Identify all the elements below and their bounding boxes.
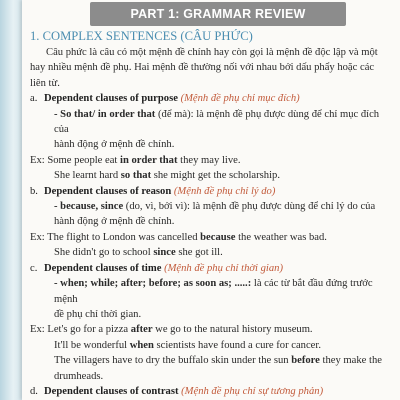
example-keyword: before [291,355,320,367]
subsection-title-vn: (Mệnh đề phụ chỉ sự tương phản) [181,385,324,397]
example-keyword: since [153,247,176,259]
definition-text: là các từ bắt đầu đứng trước mệnh [54,278,373,305]
example-purpose-1 [30,153,392,168]
definition-keyword: - So that/ in order that [54,108,156,120]
example-reason-2 [30,245,392,260]
example-time-3-cont: drumheads. [54,370,104,382]
example-text: they may live. [177,154,241,166]
example-label: Ex: [30,231,45,243]
intro-line-3: liên từ. [30,77,60,89]
subsection-title: Dependent clauses of contrast [44,385,179,397]
definition-purpose-cont: hành động ở mệnh đề chính. [54,139,175,151]
subsection-marker: b. [30,185,38,197]
example-text: Let's go for a pizza [44,324,131,336]
subsection-title-vn: (Mệnh đề phụ chỉ mục đích) [180,93,300,105]
example-label: Ex: [30,154,45,166]
example-text: we go to the natural history museum. [152,324,313,336]
definition-reason [30,199,392,214]
subsection-title: Dependent clauses of reason [44,185,172,197]
example-text: the weather was bad. [235,231,327,243]
subsection-title: Dependent clauses of purpose [44,93,178,105]
definition-keyword: - when; while; after; before; as soon as; .....: [54,278,252,290]
example-purpose-2 [30,168,392,183]
example-text: She learnt hard [54,170,121,182]
example-text: she got ill. [175,247,223,259]
example-text: scientists have found a cure for cancer. [153,339,321,351]
example-keyword: in order that [120,154,178,166]
definition-keyword: - because, since [54,201,124,213]
subsection-title-vn: (Mệnh đề phụ chỉ lý do) [173,185,276,197]
example-keyword: after [130,324,153,336]
example-text: they make the [319,355,382,367]
example-text: The villagers have to dry the buffalo skin under the sun [54,355,292,367]
subsection-contrast [30,384,392,399]
section-title: 1. COMPLEX SENTENCES (CÂU PHỨC) [30,29,253,43]
example-text: She didn't go to school [54,247,154,259]
subsection-marker: c. [30,262,38,274]
example-text: The flight to London was cancelled [44,231,201,243]
subsection-reason [30,184,392,199]
book-binding [0,0,22,400]
example-text: It'll be wonderful [54,339,130,351]
example-time-2 [30,338,392,353]
subsection-title: Dependent clauses of time [44,262,162,274]
definition-reason-cont: hành động ở mệnh đề chính. [54,216,175,228]
definition-purpose [30,107,392,138]
subsection-marker: d. [30,385,38,397]
subsection-marker: a. [30,93,38,105]
example-time-3 [30,353,392,368]
book-page [22,0,400,400]
subsection-time [30,261,392,276]
intro-line-2: hay nhiều mệnh đề phụ. Hai mệnh đề thường nối với nhau bởi dấu phẩy hoặc các [30,62,375,74]
example-label: Ex: [30,324,45,336]
page-content [30,28,392,399]
example-keyword: when [129,339,154,351]
example-keyword: because [200,231,236,243]
example-time-1 [30,322,392,337]
example-text: Some people eat [44,154,121,166]
intro-line-1: Câu phức là câu có một mệnh đề chính hay còn gọi là mệnh đề độc lập và một [46,47,378,58]
subsection-purpose [30,91,392,106]
definition-time [30,276,392,307]
definition-text: (do, vì, bởi vì): là mệnh đề phụ được dùng để chỉ lý do của [123,201,376,213]
example-keyword: so that [120,170,152,182]
definition-text: (để mà): là mệnh đề phụ được dùng để chỉ mục đích của [54,108,380,136]
subsection-title-vn: (Mệnh đề phụ chỉ thời gian) [164,262,283,274]
part-header: PART 1: GRAMMAR REVIEW [90,2,346,26]
example-text: she might get the scholarship. [151,170,280,182]
definition-time-cont: đề phụ chỉ thời gian. [54,308,142,320]
example-reason-1 [30,230,392,245]
